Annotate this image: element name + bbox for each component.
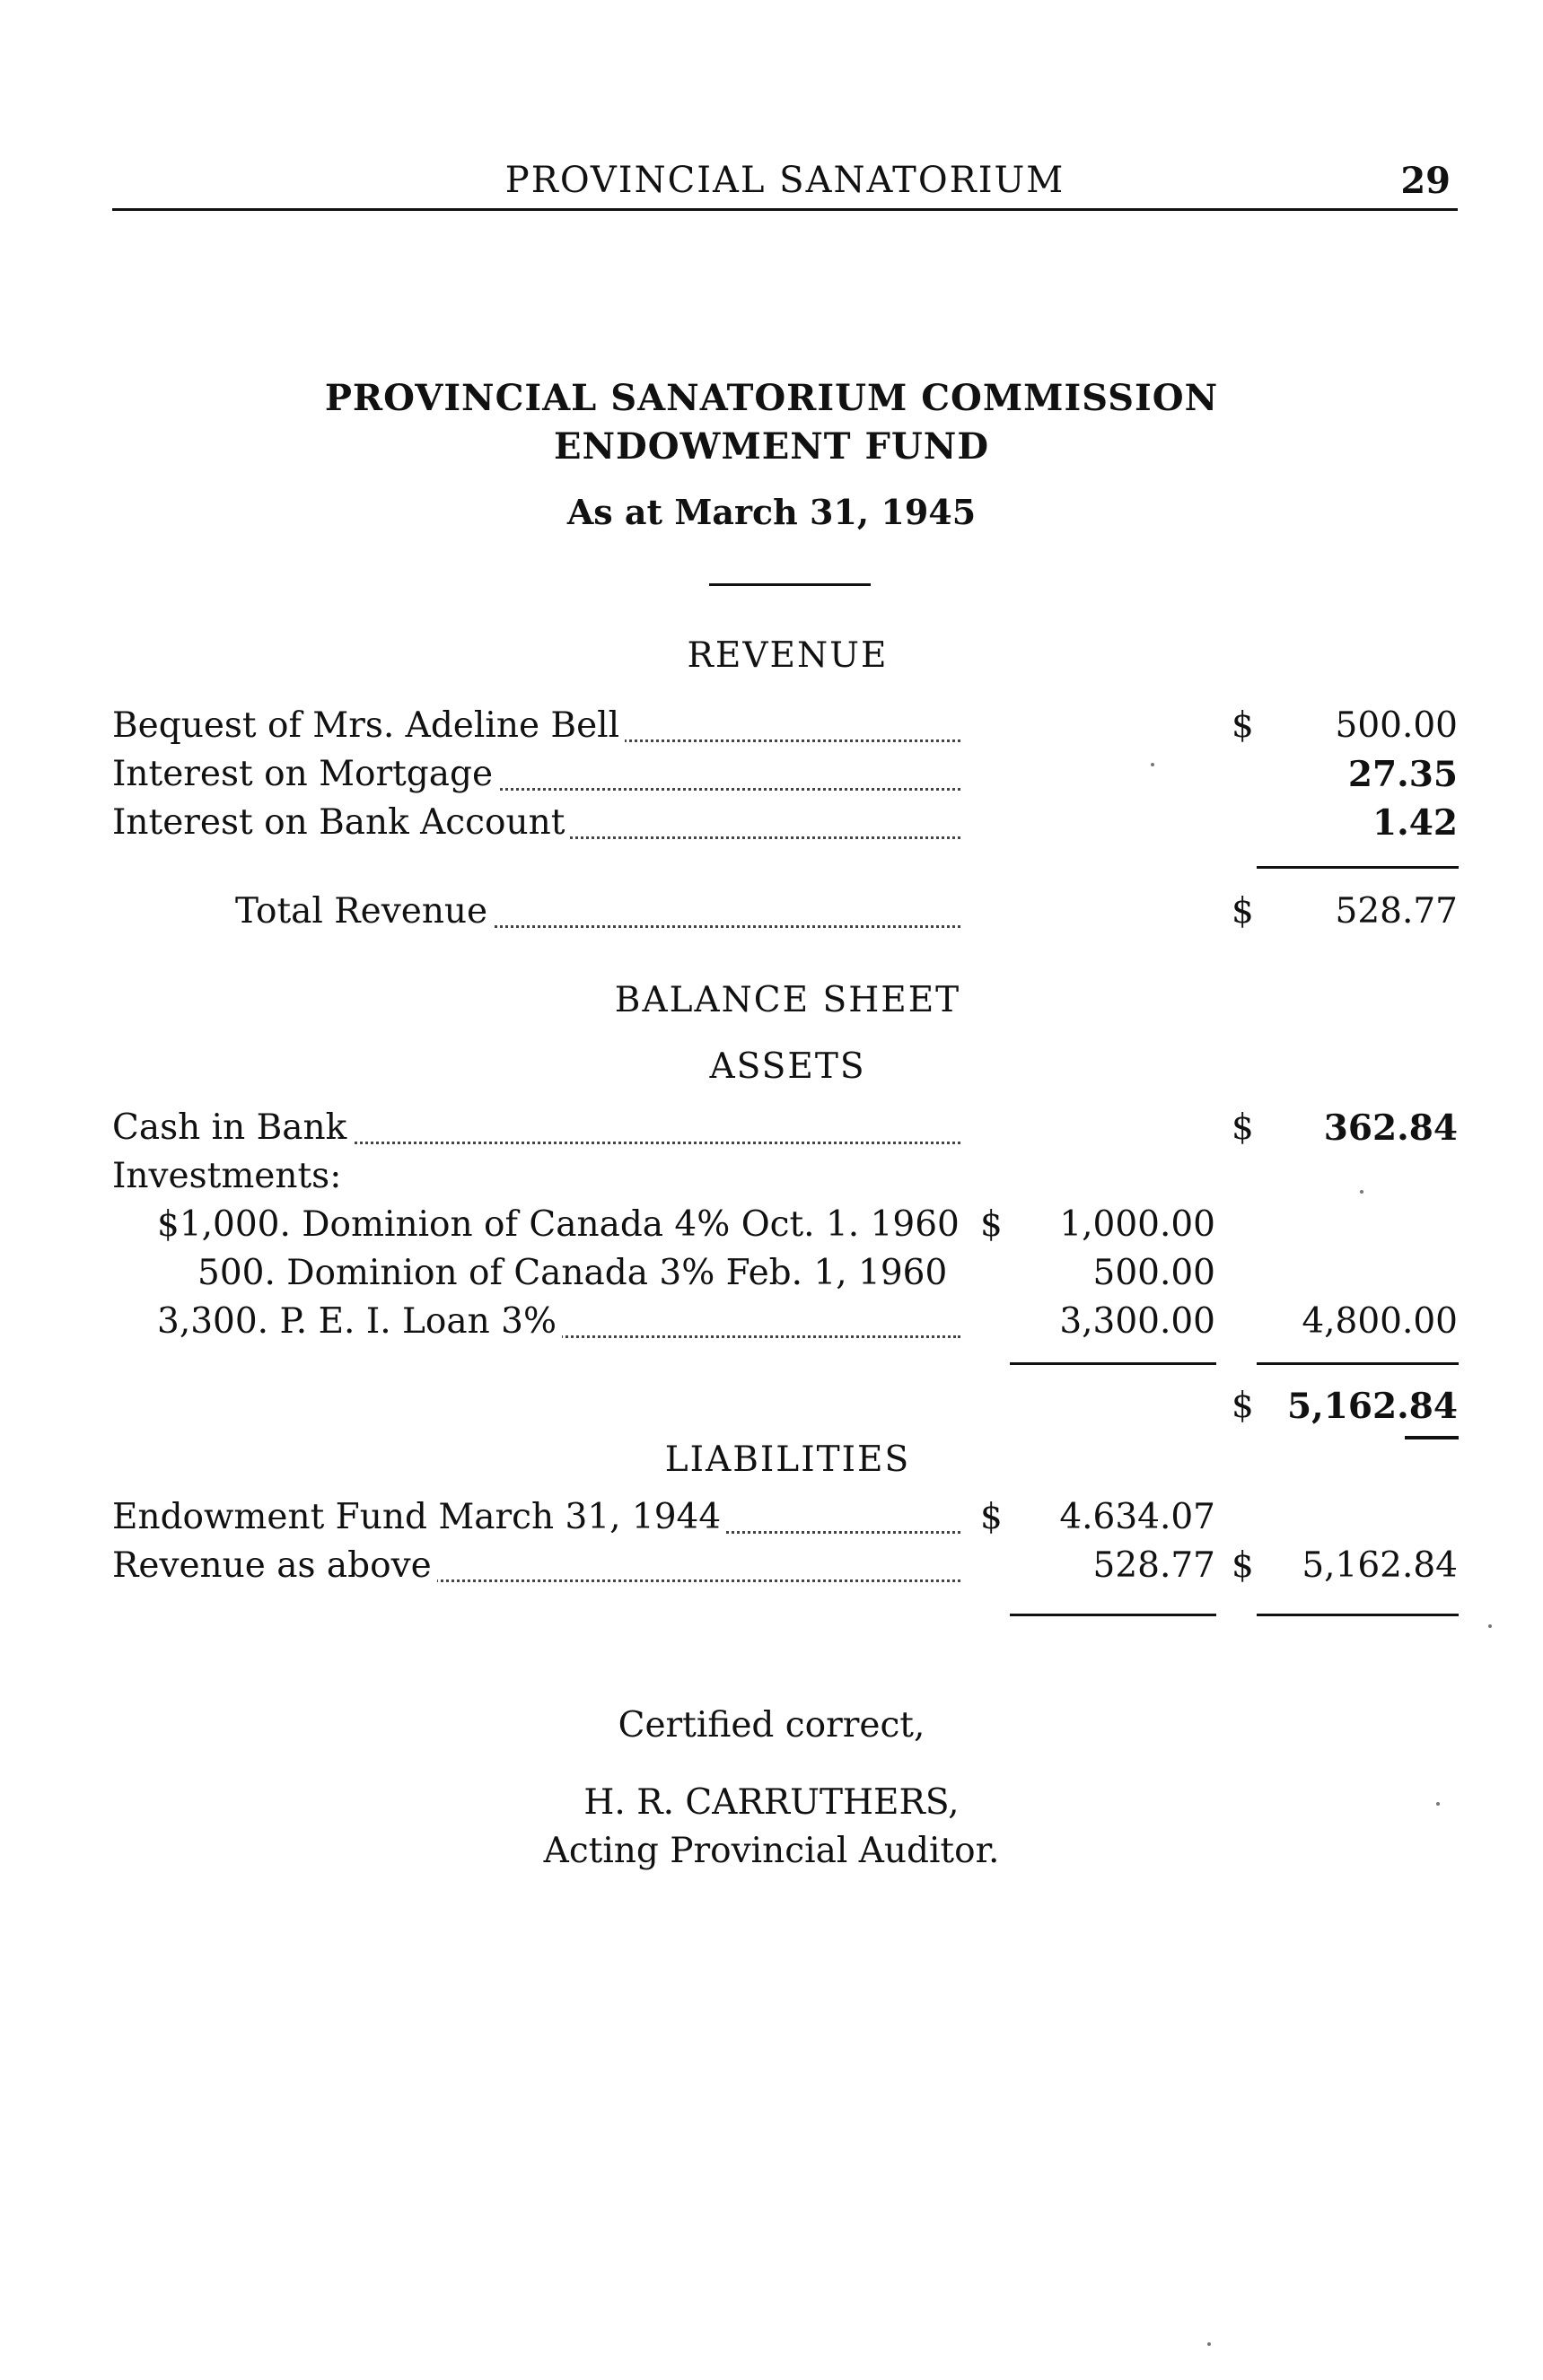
dollar-sign: $	[1232, 705, 1254, 746]
investment-row	[0, 1253, 1543, 1303]
print-speck	[1207, 2342, 1211, 2346]
row-label: Interest on Mortgage	[112, 754, 498, 794]
certification-line: Certified correct,	[618, 1705, 925, 1746]
liabilities-total-rule	[1257, 1614, 1459, 1616]
dollar-sign: $	[980, 1497, 1003, 1537]
heading-rule	[709, 583, 871, 586]
liabilities-total: 5,162.84	[1302, 1545, 1458, 1586]
document-date: As at March 31, 1945	[566, 492, 977, 532]
row-label: Revenue as above	[112, 1545, 437, 1586]
row-label: Interest on Bank Account	[112, 802, 570, 843]
running-title: PROVINCIAL SANATORIUM	[504, 160, 1065, 201]
revenue-row	[0, 754, 1543, 804]
row-label: Bequest of Mrs. Adeline Bell	[112, 705, 625, 746]
dollar-sign: $	[1232, 1107, 1254, 1148]
print-speck	[1360, 1190, 1363, 1194]
subtotal-rule	[1257, 866, 1459, 869]
row-amount: 500.00	[1092, 1253, 1215, 1293]
document-subtitle: ENDOWMENT FUND	[553, 425, 990, 468]
revenue-heading: REVENUE	[687, 635, 889, 676]
row-label: 3,300. P. E. I. Loan 3%	[157, 1301, 562, 1342]
row-label: Investments:	[112, 1156, 346, 1196]
investments-rule	[1010, 1362, 1216, 1365]
row-amount: 1,000.00	[1059, 1204, 1215, 1245]
dollar-sign: $	[1232, 1386, 1254, 1426]
print-speck	[1151, 763, 1154, 766]
row-amount: 528.77	[1335, 891, 1458, 932]
row-amount: 27.35	[1347, 754, 1458, 795]
document-title: PROVINCIAL SANATORIUM COMMISSION	[324, 377, 1219, 419]
liabilities-heading: LIABILITIES	[664, 1439, 911, 1480]
row-amount: 528.77	[1092, 1545, 1215, 1586]
revenue-row	[0, 705, 1543, 756]
auditor-name: H. R. CARRUTHERS,	[583, 1782, 960, 1823]
dollar-sign: $	[980, 1204, 1003, 1245]
liability-row	[0, 1545, 1543, 1596]
assets-total-row	[0, 1386, 1543, 1436]
row-amount: 4.634.07	[1059, 1497, 1215, 1537]
row-amount: 500.00	[1335, 705, 1458, 746]
row-label: Cash in Bank	[112, 1107, 352, 1148]
auditor-title: Acting Provincial Auditor.	[543, 1831, 1000, 1871]
row-label: 500. Dominion of Canada 3% Feb. 1, 1960	[197, 1253, 952, 1293]
assets-rule	[1257, 1362, 1459, 1365]
row-label: $1,000. Dominion of Canada 4% Oct. 1. 1960	[157, 1204, 965, 1245]
investment-row	[0, 1204, 1543, 1255]
liability-row	[0, 1497, 1543, 1547]
assets-total: 5,162.84	[1287, 1386, 1458, 1427]
print-speck	[1436, 1802, 1440, 1806]
page-number: 29	[1400, 160, 1451, 202]
running-head	[112, 153, 1458, 211]
investments-total: 4,800.00	[1302, 1301, 1458, 1342]
row-label: Endowment Fund March 31, 1944	[112, 1497, 726, 1537]
investment-row	[0, 1301, 1543, 1352]
assets-heading: ASSETS	[709, 1046, 866, 1087]
revenue-row	[0, 802, 1543, 853]
cash-row	[0, 1107, 1543, 1158]
row-amount: 1.42	[1372, 802, 1458, 844]
liabilities-rule	[1010, 1614, 1216, 1616]
total-revenue-row	[0, 891, 1543, 941]
balance-sheet-heading: BALANCE SHEET	[614, 980, 961, 1020]
investments-label-row	[0, 1156, 1543, 1206]
row-label: Total Revenue	[235, 891, 493, 932]
dollar-sign: $	[1232, 1545, 1254, 1586]
print-speck	[1488, 1624, 1492, 1628]
row-amount: 362.84	[1323, 1107, 1458, 1149]
row-amount: 3,300.00	[1059, 1301, 1215, 1342]
dollar-sign: $	[1232, 891, 1254, 932]
